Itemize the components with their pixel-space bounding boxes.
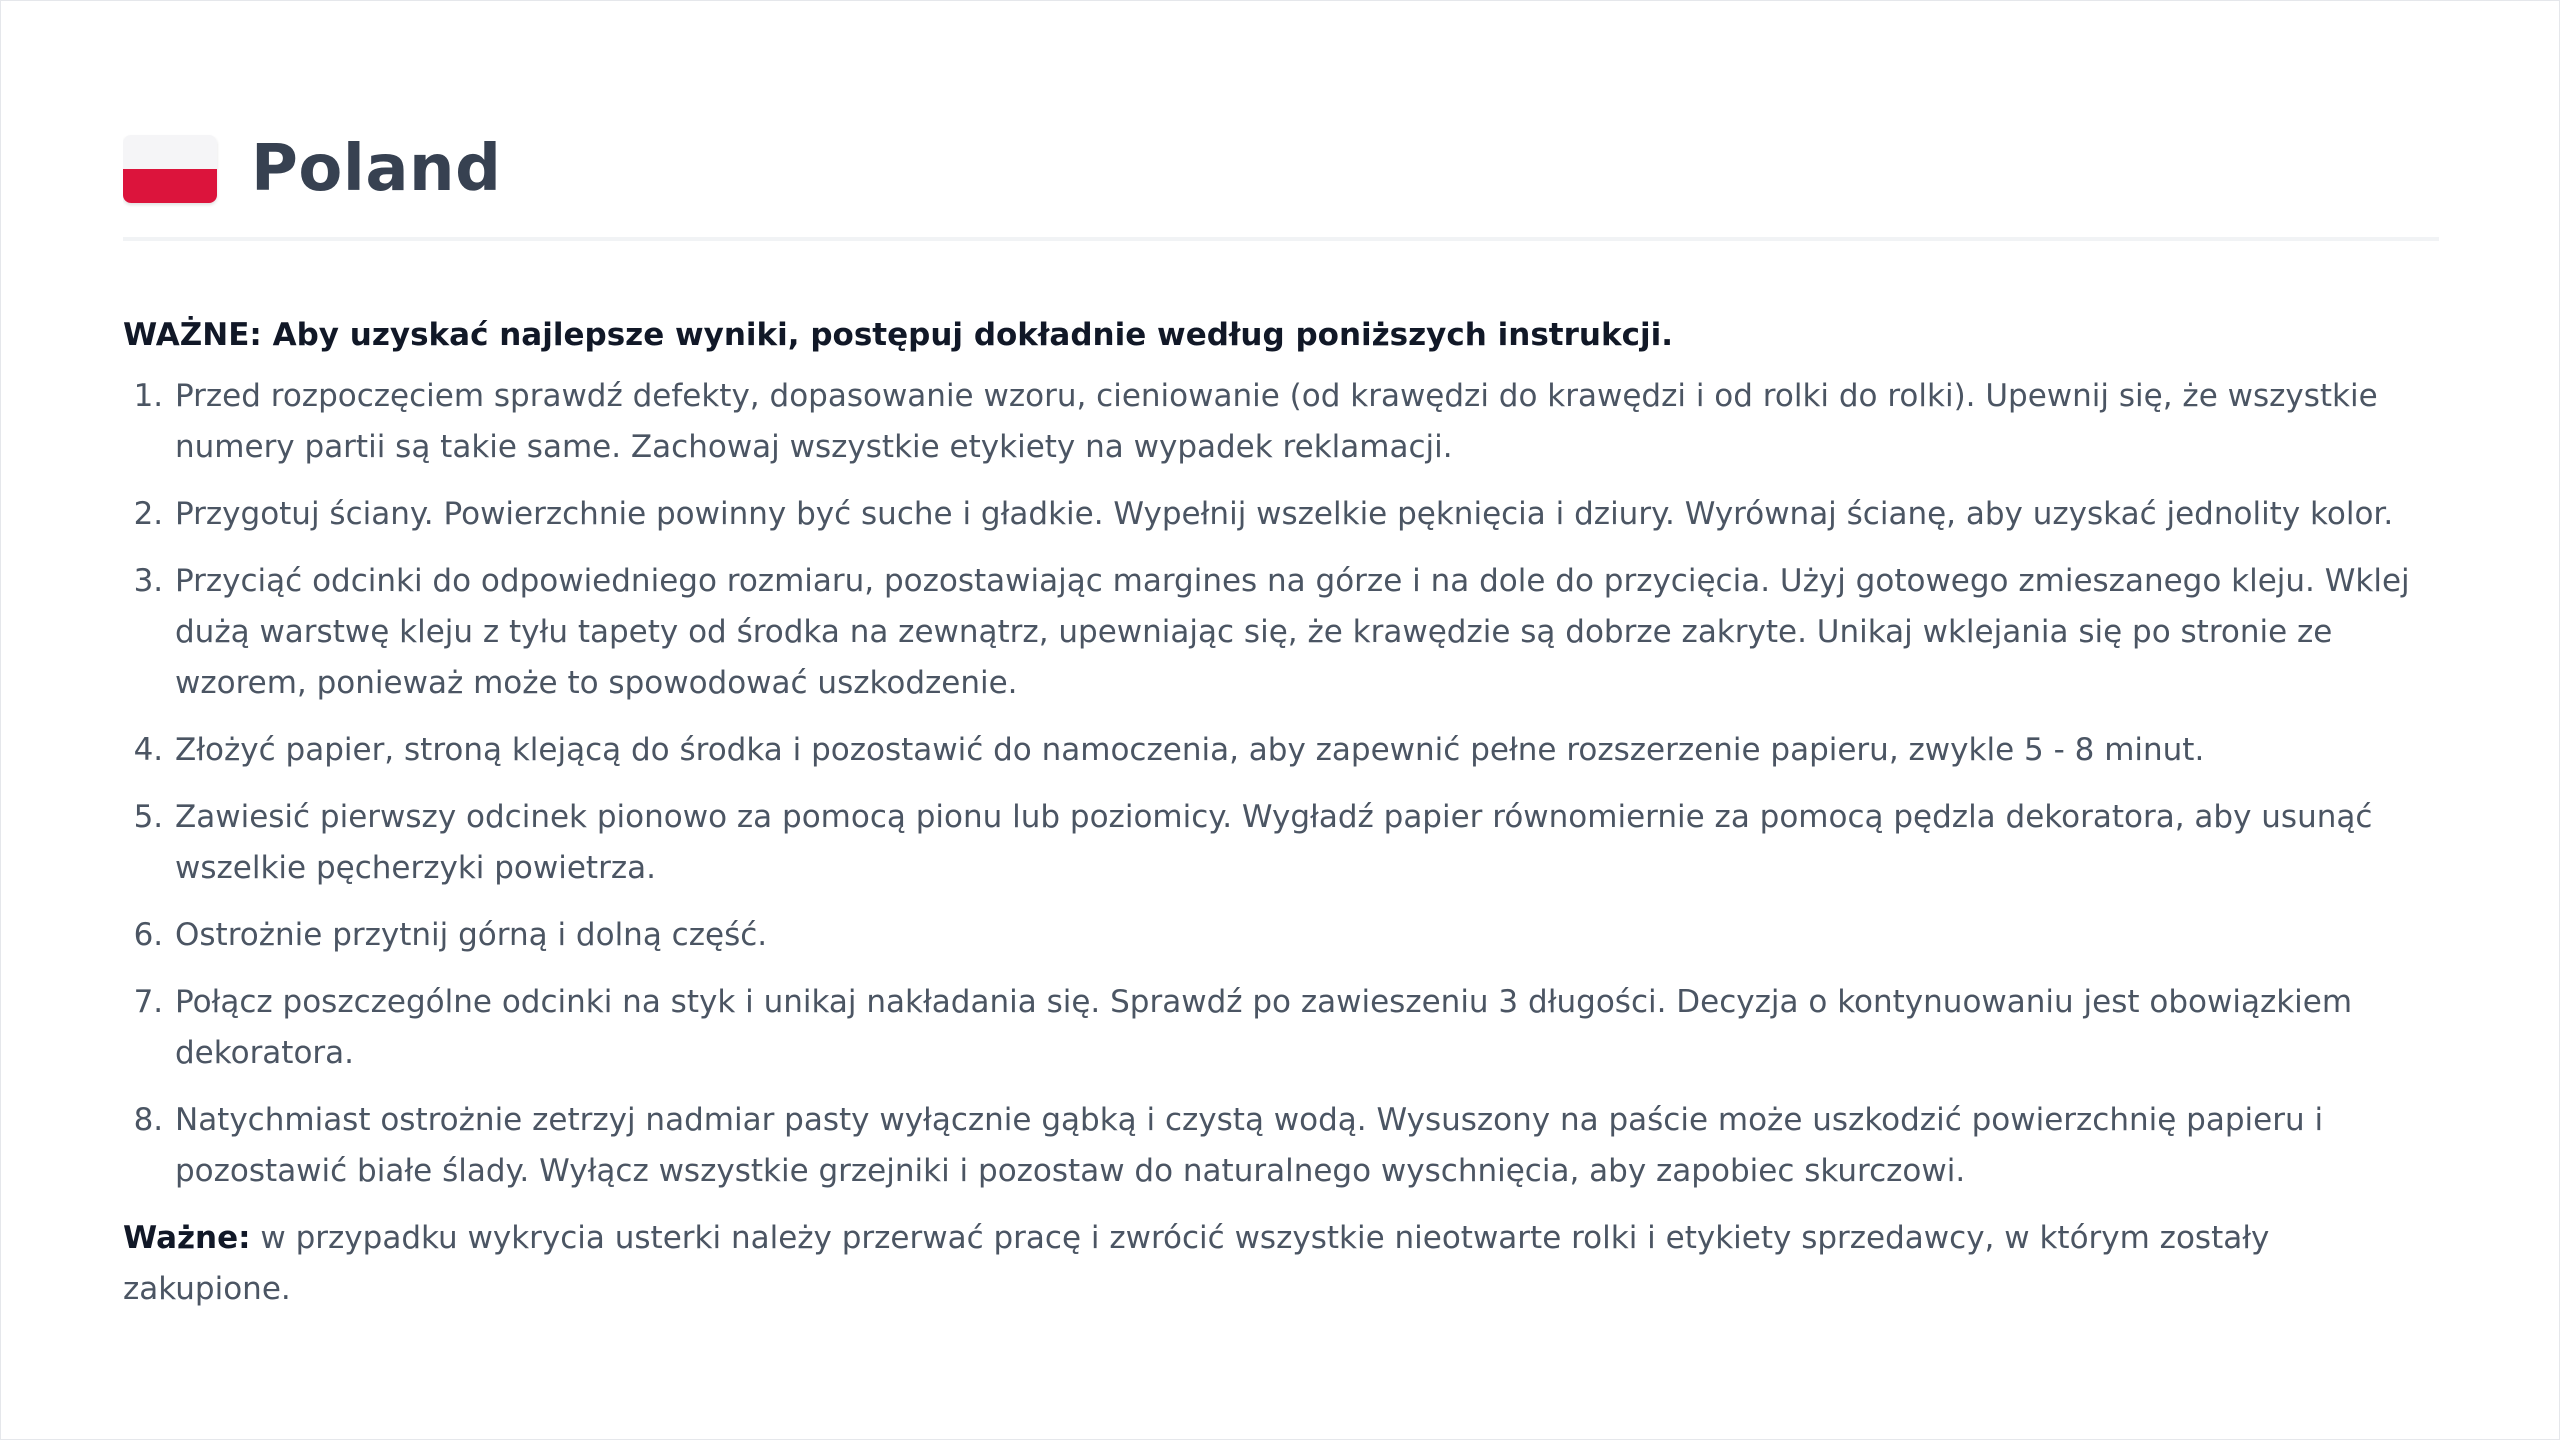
list-item: 8. Natychmiast ostrożnie zetrzyj nadmiar pasty wyłącznie gąbką i czystą wodą. Wysuszony na paście może uszkodzić powierzchnię papieru i pozostawić białe ślady. Wyłącz wszystkie grzejniki i pozostaw do naturalnego wyschnięcia, aby zapobiec skurczowi. xyxy=(173,1095,2439,1197)
note-label: Ważne: xyxy=(123,1220,251,1256)
list-item: 1. Przed rozpoczęciem sprawdź defekty, dopasowanie wzoru, cieniowanie (od krawędzi do krawędzi i od rolki do rolki). Upewnij się, że wszystkie numery partii są takie same. Zachowaj wszystkie etykiety na wypadek reklamacji. xyxy=(173,371,2439,473)
list-item: 2. Przygotuj ściany. Powierzchnie powinny być suche i gładkie. Wypełnij wszelkie pęknięcia i dziury. Wyrównaj ścianę, aby uzyskać jednolity kolor. xyxy=(173,489,2439,540)
intro-warning: WAŻNE: Aby uzyskać najlepsze wyniki, postępuj dokładnie według poniższych instrukcji. xyxy=(123,317,1673,353)
list-item: 3. Przyciąć odcinki do odpowiedniego rozmiaru, pozostawiając margines na górze i na dole do przycięcia. Użyj gotowego zmieszanego kleju. Wklej dużą warstwę kleju z tyłu tapety od środka na zewnątrz, upewniając się, że krawędzie są dobrze zakryte. Unikaj wklejania się po stronie ze wzorem, ponieważ może to spowodować uszkodzenie. xyxy=(173,556,2439,709)
page-title: Poland xyxy=(251,132,502,206)
instructions-panel xyxy=(123,119,2439,1321)
list-item: 6. Ostrożnie przytnij górną i dolną część. xyxy=(173,910,2439,961)
instruction-list xyxy=(123,371,2439,1197)
flag-red-stripe xyxy=(123,169,217,203)
important-note xyxy=(123,1213,2439,1315)
note-text: w przypadku wykrycia usterki należy przerwać pracę i zwrócić wszystkie nieotwarte rolki i etykiety sprzedawcy, w którym zostały zakupione. xyxy=(123,1220,2270,1307)
flag-white-stripe xyxy=(123,135,217,169)
list-item: 7. Połącz poszczególne odcinki na styk i unikaj nakładania się. Sprawdź po zawieszeniu 3 długości. Decyzja o kontynuowaniu jest obowiązkiem dekoratora. xyxy=(173,977,2439,1079)
poland-flag-icon xyxy=(123,135,217,203)
list-item: 5. Zawiesić pierwszy odcinek pionowo za pomocą pionu lub poziomicy. Wygładź papier równomiernie za pomocą pędzla dekoratora, aby usunąć wszelkie pęcherzyki powietrza. xyxy=(173,792,2439,894)
list-item: 4. Złożyć papier, stroną klejącą do środka i pozostawić do namoczenia, aby zapewnić pełne rozszerzenie papieru, zwykle 5 - 8 minut. xyxy=(173,725,2439,776)
page-header xyxy=(123,119,2439,241)
